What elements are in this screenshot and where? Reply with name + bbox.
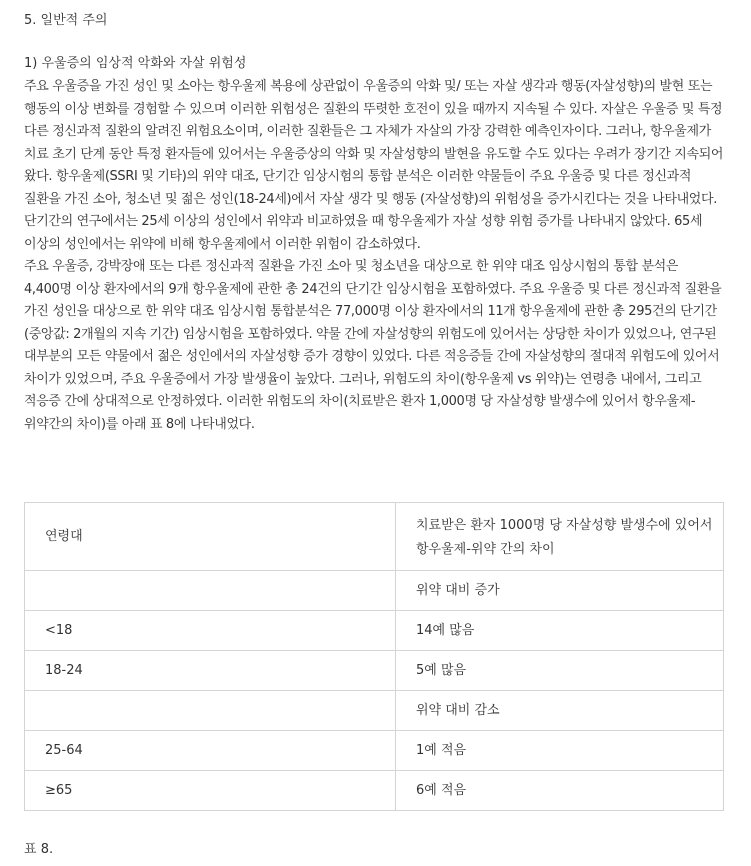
paragraph: 주요 우울증을 가진 성인 및 소아는 항우울제 복용에 상관없이 우울증의 악화 및/ 또는 자살 생각과 행동(자살성향)의 발현 또는 행동의 이상 변화를 경험할 수 있으며 이러한 위험성은 질환의 뚜렷한 호전이 있을 때까지 지속될 수 있다. 자살은 우울증 및 특정 다른 정신과적 질환의 알려진 위험요소이며, 이러한 질환들은 그 자체가 자살의 가장 강력한 예측인자이다. 그러나, 항우울제가 치료 초기 단계 동안 특정 환자들에 있어서는 우울증상의 악화 및 자살성향의 발현을 유도할 수도 있다는 우려가 장기간 지속되어 왔다. 항우울제(SSRI 및 기타)의 위약 대조, 단기간 임상시험의 통합 분석은 이러한 약물들이 주요 우울증 및 다른 정신과적 질환을 가진 소아, 청소년 및 젊은 성인(18-24세)에서 자살 생각 및 행동 (자살성향)의 위험성을 증가시킨다는 것을 나타내었다. 단기간의 연구에서는 25세 이상의 성인에서 위약과 비교하였을 때 항우울제가 자살 성향 위험 증가를 나타내지 않았다. 65세 이상의 성인에서는 위약에 비해 항우울제에서 이러한 위험이 감소하였다. [24, 79, 724, 252]
table-header-row [25, 503, 724, 571]
table-cell: 5예 많음 [396, 651, 724, 691]
table-cell [25, 691, 396, 731]
table-cell: 위약 대비 증가 [396, 571, 724, 611]
table-cell: 위약 대비 감소 [396, 691, 724, 731]
table-row [25, 691, 724, 731]
table-row [25, 611, 724, 651]
table-header-cell: 연령대 [25, 503, 396, 571]
table-header-cell: 치료받은 환자 1000명 당 자살성향 발생수에 있어서 항우울제-위약 간의 차이 [396, 503, 724, 571]
table-cell: 18-24 [25, 651, 396, 691]
table-cell: 14예 많음 [396, 611, 724, 651]
table-cell: ≥65 [25, 771, 396, 811]
table-caption: 표 8. [24, 842, 54, 857]
subsection-title: 1) 우울증의 임상적 악화와 자살 위험성 [24, 56, 247, 71]
body-text [24, 76, 727, 436]
table-row [25, 571, 724, 611]
table-cell: 1예 적음 [396, 731, 724, 771]
section-heading: 5. 일반적 주의 [24, 13, 108, 28]
table-row [25, 771, 724, 811]
table-row [25, 731, 724, 771]
table-row [25, 651, 724, 691]
paragraph: 주요 우울증, 강박장애 또는 다른 정신과적 질환을 가진 소아 및 청소년을 대상으로 한 위약 대조 임상시험의 통합 분석은 4,400명 이상 환자에서의 9개 항우울제에 관한 총 24건의 단기간 임상시험을 포함하였다. 주요 우울증 및 다른 정신과적 질환을 가진 성인을 대상으로 한 위약 대조 임상시험 통합분석은 77,000명 이상 환자에서의 11개 항우울제에 관한 총 295건의 단기간(중앙값: 2개월의 지속 기간) 임상시험을 포함하였다. 약물 간에 자살성향의 위험도에 있어서는 상당한 차이가 있었으나, 연구된 대부분의 모든 약물에서 젊은 성인에서의 자살성향 증가 경향이 있었다. 다른 적응증들 간에 자살성향의 절대적 위험도에 있어서 차이가 있었으며, 주요 우울증에서 가장 발생율이 높았다. 그러나, 위험도의 차이(항우울제 vs 위약)는 연령층 내에서, 그리고 적응증 간에 상대적으로 안정하였다. 이러한 위험도의 차이(치료받은 환자 1,000명 당 자살성향 발생수에 있어서 항우울제-위약간의 차이)를 아래 표 8에 나타내었다. [24, 259, 722, 432]
table-cell: <18 [25, 611, 396, 651]
risk-difference-table [24, 502, 724, 811]
table-cell: 25-64 [25, 731, 396, 771]
table-cell [25, 571, 396, 611]
table-cell: 6예 적음 [396, 771, 724, 811]
